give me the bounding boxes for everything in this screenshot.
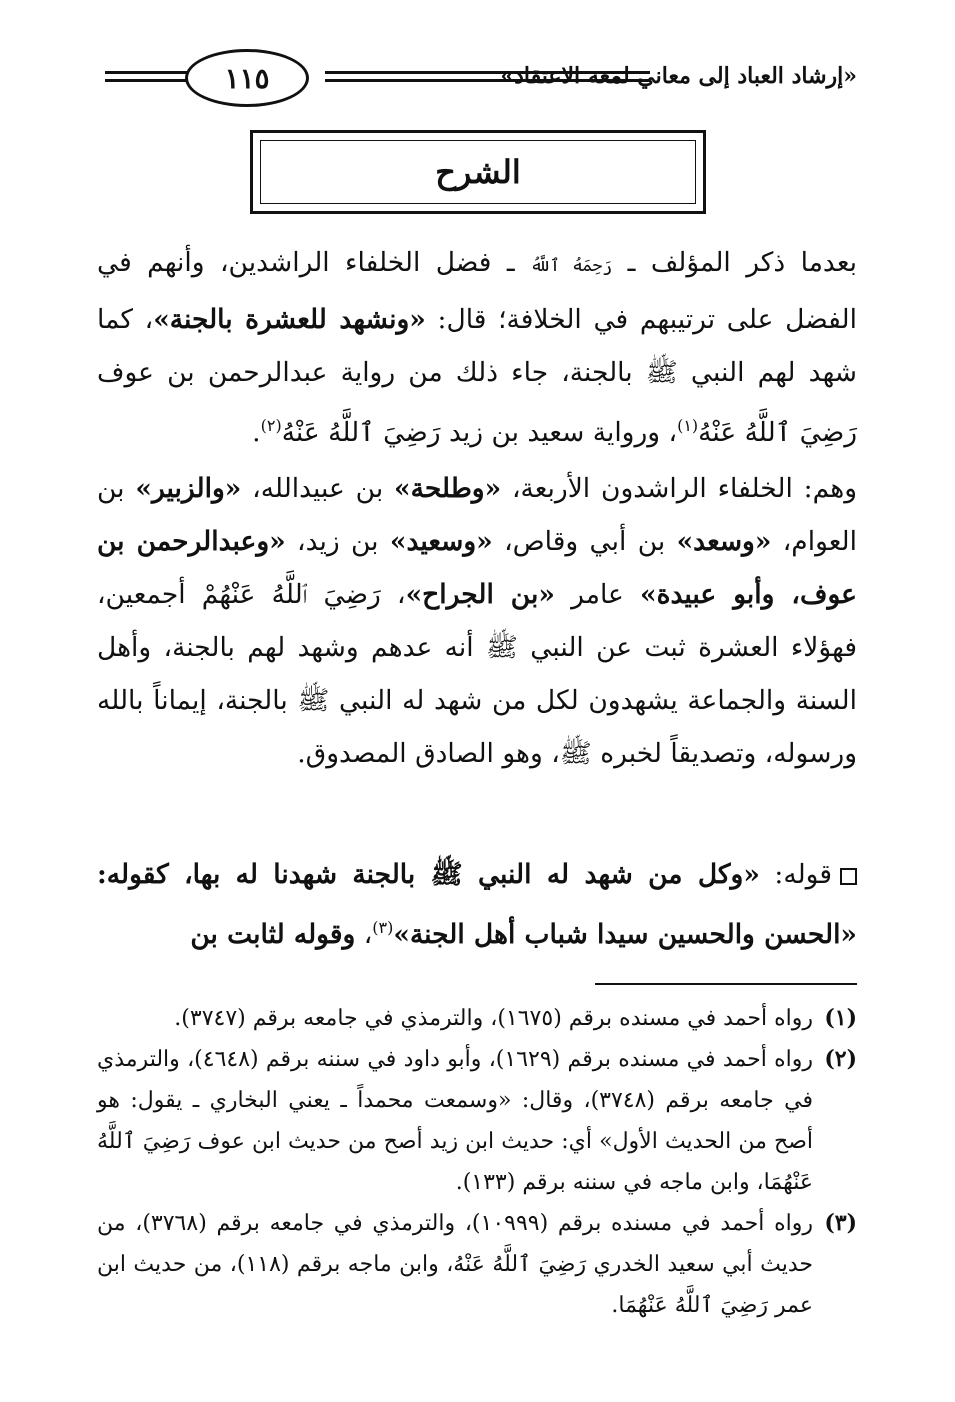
p2-text-4: بن أبي وقاص،: [492, 526, 677, 557]
p3-quote-1: «وكل من شهد له النبي ﷺ بالجنة شهدنا له بها، كقوله: «الحسن والحسين سيدا شباب أهل الجنة»: [97, 859, 857, 950]
section-title: الشرح: [435, 153, 521, 191]
p2-saad: «وسعد»: [676, 526, 772, 557]
page-header: [105, 45, 857, 105]
footnote-ref-2[interactable]: (٢): [260, 416, 282, 435]
header-rule-left-bottom: [105, 79, 191, 82]
p2-text-2: بن عبيدالله،: [241, 473, 395, 504]
page-number: ١١٥: [185, 49, 309, 107]
book-title: «إرشاد العباد إلى معاني لمعة الاعتقاد»: [500, 63, 857, 89]
p2-text-1: وهم: الخلفاء الراشدون الأربعة،: [501, 473, 857, 504]
footnote-number: (٣): [824, 1210, 857, 1236]
section-heading-frame: [250, 130, 706, 214]
p1-text-2: ـ فضل الخلفاء الراشدين، وأنهم في الفضل على ترتيبهم في الخلافة؛ قال:: [97, 247, 857, 335]
footnote-text: رواه أحمد في مسنده برقم (١٠٩٩٩)، والترمذي في جامعه برقم (٣٧٦٨)، من حديث أبي سعيد الخدري رَضِيَ ٱللَّهُ عَنْهُ، وابن ماجه برقم (١١٨)، من حديث ابن عمر رَضِيَ ٱللَّهُ عَنْهُمَا.: [97, 1211, 813, 1318]
p2-talha: «وطلحة»: [394, 473, 502, 504]
p1-text-1: بعدما ذكر المؤلف ـ: [612, 247, 857, 278]
footnote-number: (٢): [824, 1046, 857, 1072]
paragraph-1: [97, 236, 857, 459]
p2-jarrah: «بن الجراح»: [405, 579, 555, 610]
p1-quote: «ونشهد للعشرة بالجنة»: [153, 304, 426, 335]
p1-honorific: رَحِمَهُ ٱللَّهُ: [530, 256, 613, 276]
footnote-text: رواه أحمد في مسنده برقم (١٦٢٩)، وأبو داود في سننه برقم (٤٦٤٨)، والترمذي في جامعه برقم (٣٧٤٨)، وقال: «وسمعت محمداً ـ يعني البخاري ـ يقول: هو أصح من الحديث الأول» أي: حديث ابن زيد أصح من حديث ابن عوف رَضِيَ ٱللَّهُ عَنْهُمَا، وابن ماجه في سننه برقم (١٣٣).: [97, 1047, 813, 1195]
footnotes: [97, 998, 857, 1326]
p2-text-6: عامر: [554, 579, 641, 610]
footnote-3: [97, 1203, 857, 1326]
paragraph-3: [97, 848, 857, 961]
footnote-2: [97, 1039, 857, 1203]
footnote-1: [97, 998, 857, 1039]
footnote-text: رواه أحمد في مسنده برقم (١٦٧٥)، والترمذي في جامعه برقم (٣٧٤٧).: [174, 1006, 813, 1031]
p2-zubair: «والزبير»: [135, 473, 242, 504]
p2-text-5: بن زيد،: [285, 526, 390, 557]
footnote-separator: [595, 983, 857, 985]
p3-text-2: ،: [355, 918, 373, 950]
p2-text-3: بن العوام،: [97, 473, 857, 557]
p3-text-1: قوله:: [759, 859, 832, 890]
header-rule-left-top: [105, 71, 191, 74]
footnote-number: (١): [824, 1005, 857, 1031]
p1-text-4: ، ورواية سعيد بن زيد رَضِيَ ٱللَّهُ عَنْهُ: [281, 416, 678, 448]
p2-abdulrahman: «وعبدالرحمن بن عوف، وأبو عبيدة»: [97, 526, 857, 610]
footnote-ref-3[interactable]: (٣): [372, 918, 394, 937]
section-heading-inner-frame: [260, 140, 696, 204]
p1-text-5: .: [252, 416, 261, 448]
paragraph-2: [97, 462, 857, 780]
p1-text-3: ، كما شهد لهم النبي ﷺ بالجنة، جاء ذلك من رواية عبدالرحمن بن عوف رَضِيَ ٱللَّهُ عَنْهُ: [97, 304, 857, 448]
checkbox-icon: [840, 868, 857, 885]
p2-text-7: ، رَضِيَ ٱللَّهُ عَنْهُمْ أجمعين، فهؤلاء العشرة ثبت عن النبي ﷺ أنه عدهم وشهد لهم بالجنة، وأهل السنة والجماعة يشهدون لكل من شهد له النبي ﷺ بالجنة، إيماناً بالله ورسوله، وتصديقاً لخبره ﷺ، وهو الصادق المصدوق.: [97, 579, 857, 769]
p3-quote-2: وقوله لثابت بن: [190, 918, 356, 950]
p2-saeed: «وسعيد»: [389, 526, 493, 557]
footnote-ref-1[interactable]: (١): [677, 416, 699, 435]
